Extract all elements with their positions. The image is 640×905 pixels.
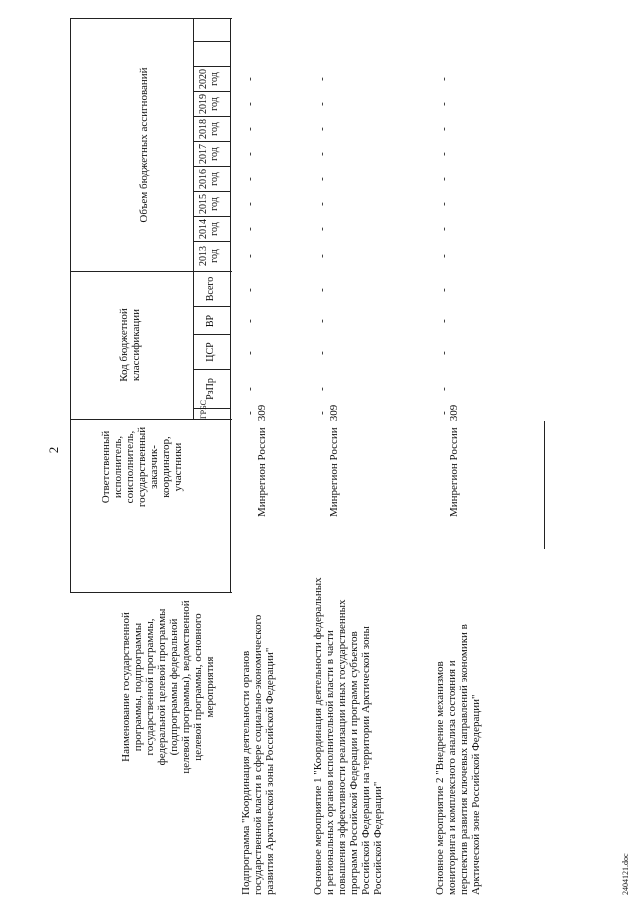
header-budget-volume: Объем бюджетных ассигнований	[138, 67, 150, 223]
header-year: 2017 год	[198, 144, 220, 164]
table-top-border	[70, 18, 71, 593]
row-year-value: -	[244, 77, 256, 81]
row-year-value: -	[438, 202, 450, 206]
row-year-value: -	[316, 77, 328, 81]
row-name: Подпрограмма "Координация деятельности органов государственной власти в сфере социально-экономического развития Арктической зоны Российской Федерации"	[240, 614, 276, 895]
header-year: 2014 год	[198, 219, 220, 239]
row-csr: -	[244, 351, 256, 355]
row-total: -	[316, 288, 328, 292]
row-year-value: -	[316, 202, 328, 206]
footer-code: 2404121.doc	[621, 853, 630, 895]
row-rzpr: -	[316, 387, 328, 391]
row-grbs-dash: -	[316, 411, 328, 415]
col-divider	[193, 369, 231, 370]
row-total: -	[438, 288, 450, 292]
row-year-value: -	[244, 227, 256, 231]
row-grbs: 309	[328, 404, 340, 422]
col-divider	[193, 241, 231, 242]
header-year: 2015 год	[198, 194, 220, 214]
header-rzpr: РзПр	[205, 378, 216, 400]
row-grbs: 309	[256, 404, 268, 422]
header-vr: ВР	[205, 314, 216, 328]
header-total: Всего	[205, 276, 216, 302]
separator-line	[544, 421, 545, 549]
row-year-value: -	[316, 254, 328, 258]
row-year-value: -	[438, 177, 450, 181]
row-year-value: -	[316, 152, 328, 156]
header-year: 2013 год	[198, 246, 220, 266]
row-year-value: -	[438, 127, 450, 131]
header-year: 2018 год	[198, 119, 220, 139]
row-grbs-dash: -	[244, 411, 256, 415]
row-year-value: -	[244, 152, 256, 156]
row-year-value: -	[244, 202, 256, 206]
row-vr: -	[316, 319, 328, 323]
col-divider	[70, 592, 232, 593]
header-name: Наименование государственной программы, подпрограммы государственной программы, федеральной целевой программы (подпрограммы федеральной целевой программы), ведомственной целевой программы, основного мероприятия	[120, 600, 216, 774]
row-year-value: -	[244, 254, 256, 258]
col-divider	[70, 419, 232, 420]
header-year: 2020 год	[198, 69, 220, 89]
row-vr: -	[244, 319, 256, 323]
header-year: 2016 год	[198, 169, 220, 189]
header-year: 2019 год	[198, 94, 220, 114]
header-responsible: Ответственный исполнитель, соисполнитель, государственный заказчик-координатор, участники	[100, 426, 184, 508]
row-year-value: -	[244, 127, 256, 131]
table-right-border	[70, 18, 232, 19]
row-rzpr: -	[438, 387, 450, 391]
row-name: Основное мероприятие 2 "Внедрение механизмов мониторинга и комплексного анализа состояния и перспектив развития ключевых направлений экономики в Арктической зоне Российской Федерации"	[434, 624, 482, 895]
row-responsible: Минрегион России	[256, 427, 268, 517]
row-csr: -	[438, 351, 450, 355]
header-grbs: ГРБС	[199, 400, 208, 419]
row-year-value: -	[438, 227, 450, 231]
row-year-value: -	[438, 254, 450, 258]
page-number: 2	[46, 446, 61, 454]
row-total: -	[244, 288, 256, 292]
row-vr: -	[438, 319, 450, 323]
row-grbs: 309	[448, 404, 460, 422]
row-responsible: Минрегион России	[448, 427, 460, 517]
row-responsible: Минрегион России	[328, 427, 340, 517]
subheader-line	[193, 19, 194, 420]
col-divider	[70, 271, 232, 272]
row-year-value: -	[316, 177, 328, 181]
row-year-value: -	[244, 102, 256, 106]
row-grbs-dash: -	[438, 411, 450, 415]
row-year-value: -	[438, 152, 450, 156]
col-divider	[193, 334, 231, 335]
row-year-value: -	[316, 227, 328, 231]
row-year-value: -	[438, 77, 450, 81]
row-rzpr: -	[244, 387, 256, 391]
row-year-value: -	[244, 177, 256, 181]
row-name: Основное мероприятие 1 "Координация деятельности федеральных и региональных органов исполнительной власти в части повышения эффективности реализации иных государственных программ Российской Федерации и программ субъектов Российской Федерации на территории Арктической зоны Российской Федерации"	[312, 577, 384, 895]
header-csr: ЦСР	[205, 342, 216, 362]
row-year-value: -	[316, 102, 328, 106]
row-year-value: -	[316, 127, 328, 131]
row-year-value: -	[438, 102, 450, 106]
row-csr: -	[316, 351, 328, 355]
col-divider	[193, 306, 231, 307]
col-divider	[193, 41, 231, 42]
header-budget-code: Код бюджетной классификации	[118, 308, 142, 382]
